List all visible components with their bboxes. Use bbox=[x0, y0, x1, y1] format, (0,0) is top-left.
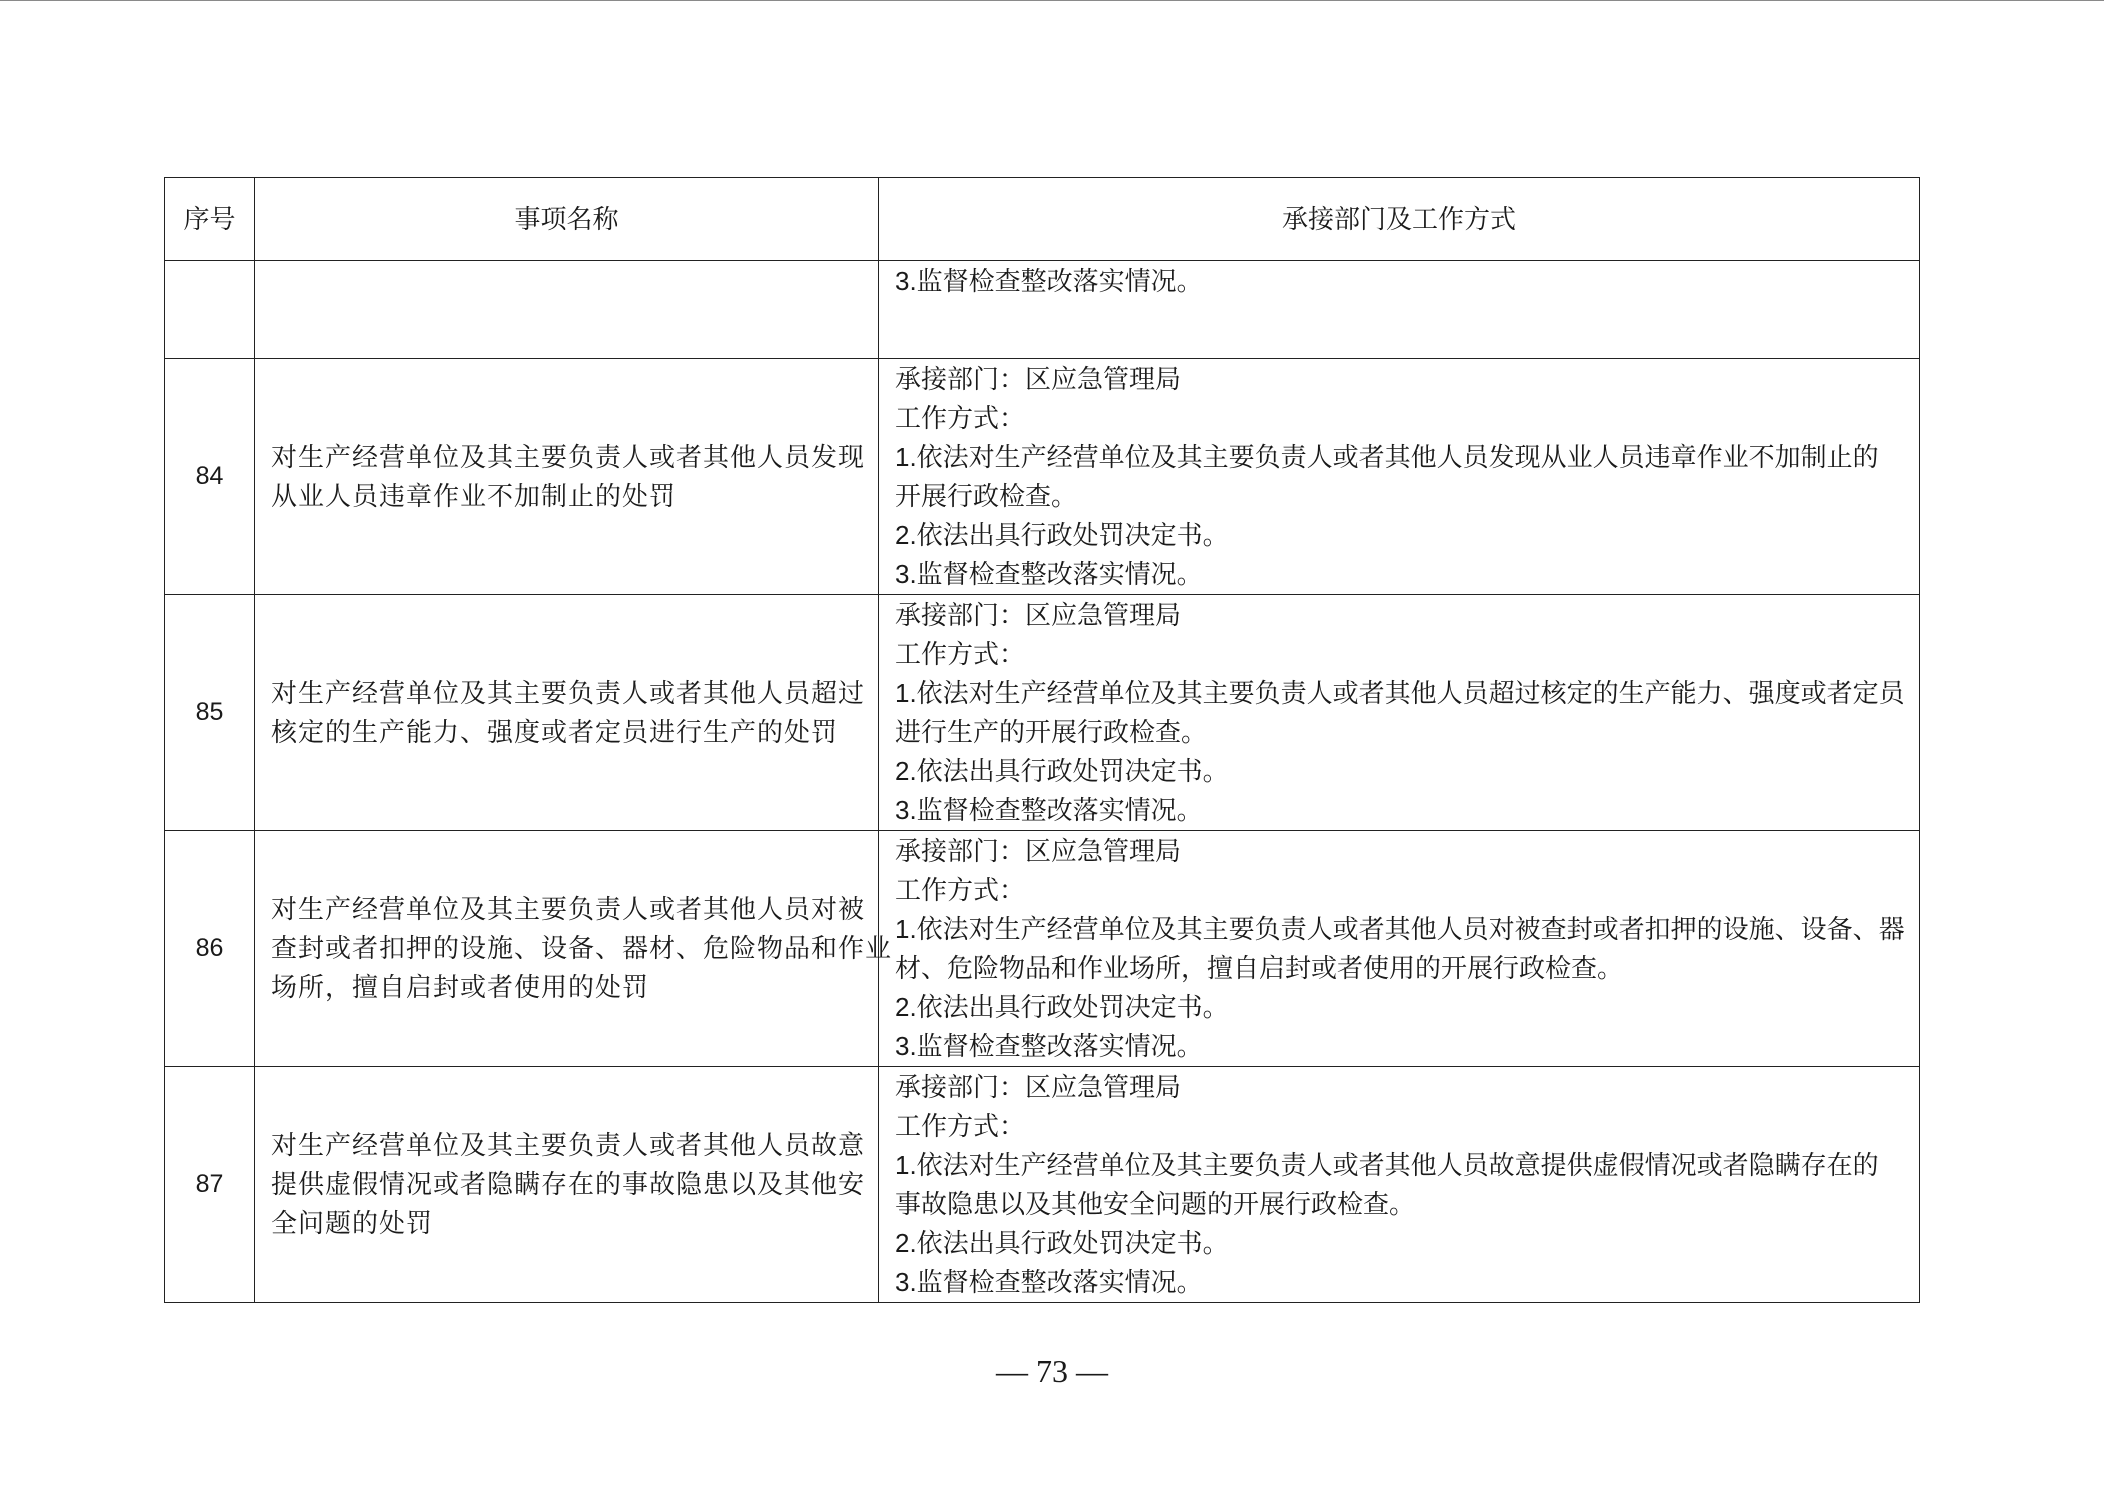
table-body bbox=[165, 261, 1920, 1303]
dept-method-line: 1.依法对生产经营单位及其主要负责人或者其他人员超过核定的生产能力、强度或者定员 bbox=[895, 678, 1905, 708]
item-name-cell bbox=[255, 831, 893, 1067]
item-name-line: 场所，擅自启封或者使用的处罚 bbox=[271, 972, 650, 1002]
table-row bbox=[165, 359, 1920, 595]
table-row bbox=[165, 595, 1920, 831]
item-name-line: 从业人员违章作业不加制止的处罚 bbox=[271, 480, 677, 511]
row-index-cell bbox=[165, 831, 255, 1067]
item-name-cell bbox=[255, 1067, 879, 1303]
item-table bbox=[164, 177, 1920, 1303]
row-index-cell bbox=[165, 261, 255, 359]
dept-method-line: 3.监督检查整改落实情况。 bbox=[895, 266, 1203, 296]
dept-method-line: 2.依法出具行政处罚决定书。 bbox=[895, 520, 1229, 550]
dept-method-line: 材、危险物品和作业场所，擅自启封或者使用的开展行政检查。 bbox=[895, 953, 1624, 983]
header-item-name: 事项名称 bbox=[255, 178, 879, 261]
dept-method-line: 3.监督检查整改落实情况。 bbox=[895, 1031, 1203, 1061]
item-name-line: 全问题的处罚 bbox=[271, 1208, 434, 1238]
table-header bbox=[165, 178, 1920, 261]
row-index: 86 bbox=[195, 934, 224, 962]
dept-method-line: 事故隐患以及其他安全问题的开展行政检查。 bbox=[895, 1189, 1416, 1219]
dept-method-line: 开展行政检查。 bbox=[895, 481, 1078, 511]
row-index-cell bbox=[165, 359, 255, 595]
dept-method-line: 2.依法出具行政处罚决定书。 bbox=[895, 992, 1229, 1022]
table-row bbox=[165, 261, 1920, 359]
item-name-line: 对生产经营单位及其主要负责人或者其他人员超过 bbox=[271, 677, 866, 708]
dept-method-line: 1.依法对生产经营单位及其主要负责人或者其他人员故意提供虚假情况或者隐瞒存在的 bbox=[895, 1150, 1879, 1180]
row-index: 84 bbox=[195, 462, 224, 490]
header-index: 序号 bbox=[165, 178, 255, 261]
item-name-cell bbox=[255, 359, 879, 595]
dept-method-line: 2.依法出具行政处罚决定书。 bbox=[895, 1228, 1229, 1258]
item-name-line: 对生产经营单位及其主要负责人或者其他人员对被 bbox=[271, 894, 866, 924]
item-name-line: 核定的生产能力、强度或者定员进行生产的处罚 bbox=[271, 716, 839, 747]
row-index-cell bbox=[165, 595, 255, 831]
dept-method-cell bbox=[879, 261, 1920, 359]
row-index: 85 bbox=[195, 698, 224, 726]
item-name-cell bbox=[255, 595, 879, 831]
item-name-line: 对生产经营单位及其主要负责人或者其他人员故意 bbox=[271, 1130, 866, 1160]
dept-method-line: 工作方式： bbox=[895, 639, 1026, 669]
header-row bbox=[165, 178, 1920, 261]
dept-method-cell bbox=[879, 595, 1920, 831]
item-name-cell bbox=[255, 261, 879, 359]
dept-method-line: 1.依法对生产经营单位及其主要负责人或者其他人员发现从业人员违章作业不加制止的 bbox=[895, 442, 1879, 472]
header-dept-method: 承接部门及工作方式 bbox=[879, 178, 1920, 261]
dept-method-cell bbox=[879, 831, 1920, 1067]
dept-method-line: 进行生产的开展行政检查。 bbox=[895, 717, 1208, 747]
dept-method-line: 3.监督检查整改落实情况。 bbox=[895, 795, 1203, 825]
dept-method-line: 承接部门：区应急管理局 bbox=[895, 364, 1182, 394]
table-row bbox=[165, 831, 1920, 1067]
item-name-line: 提供虚假情况或者隐瞒存在的事故隐患以及其他安 bbox=[271, 1169, 866, 1199]
dept-method-line: 3.监督检查整改落实情况。 bbox=[895, 559, 1203, 589]
dept-method-line: 工作方式： bbox=[895, 875, 1026, 905]
item-name-line: 查封或者扣押的设施、设备、器材、危险物品和作业 bbox=[271, 933, 893, 963]
row-index-cell bbox=[165, 1067, 255, 1303]
item-name-line: 对生产经营单位及其主要负责人或者其他人员发现 bbox=[271, 441, 866, 472]
dept-method-line: 3.监督检查整改落实情况。 bbox=[895, 1267, 1203, 1297]
row-index: 87 bbox=[195, 1170, 224, 1198]
dept-method-cell bbox=[879, 359, 1920, 595]
dept-method-line: 工作方式： bbox=[895, 403, 1026, 433]
dept-method-line: 承接部门：区应急管理局 bbox=[895, 600, 1182, 630]
dept-method-line: 工作方式： bbox=[895, 1111, 1026, 1141]
table-row bbox=[165, 1067, 1920, 1303]
page-number: — 73 — bbox=[996, 1353, 1108, 1389]
page-top-rule bbox=[0, 0, 2104, 1]
dept-method-line: 承接部门：区应急管理局 bbox=[895, 836, 1182, 866]
dept-method-line: 1.依法对生产经营单位及其主要负责人或者其他人员对被查封或者扣押的设施、设备、器 bbox=[895, 914, 1905, 944]
dept-method-cell bbox=[879, 1067, 1920, 1303]
dept-method-line: 承接部门：区应急管理局 bbox=[895, 1072, 1182, 1102]
dept-method-line: 2.依法出具行政处罚决定书。 bbox=[895, 756, 1229, 786]
